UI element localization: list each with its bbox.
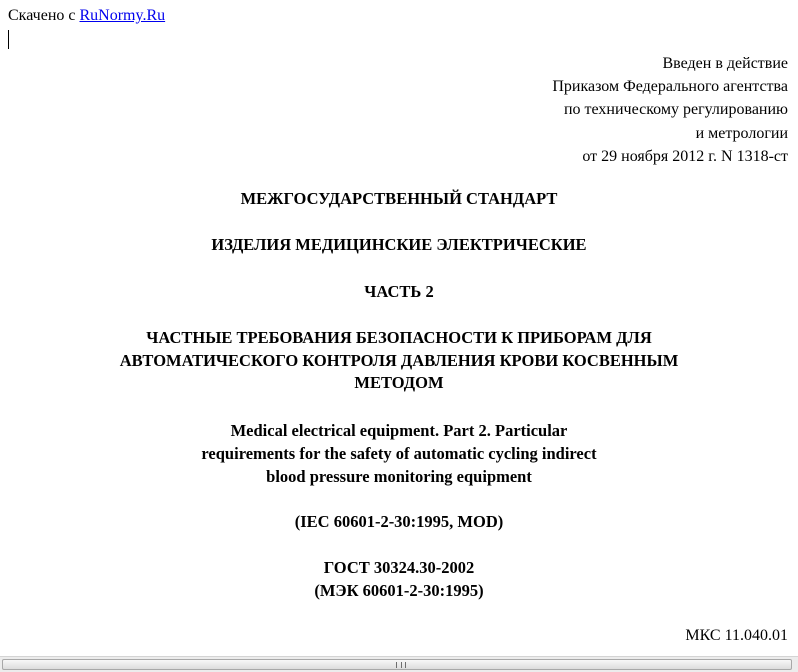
standard-title <box>0 327 798 395</box>
title-line: ЧАСТНЫЕ ТРЕБОВАНИЯ БЕЗОПАСНОСТИ К ПРИБОРАМ ДЛЯ <box>146 328 652 347</box>
iec-reference-text: (IEC 60601-2-30:1995, MOD) <box>294 512 504 531</box>
part-heading <box>0 281 798 304</box>
source-prefix: Скачено с <box>8 7 80 24</box>
part-text: ЧАСТЬ 2 <box>364 282 434 301</box>
english-title-line: Medical electrical equipment. Part 2. Particular <box>230 421 568 440</box>
intro-line: по техническому регулированию <box>563 101 788 119</box>
scrollbar-thumb[interactable] <box>2 659 792 670</box>
intro-block <box>552 52 788 168</box>
title-line: АВТОМАТИЧЕСКОГО КОНТРОЛЯ ДАВЛЕНИЯ КРОВИ КОСВЕННЫМ <box>119 350 679 370</box>
mek-number: (МЭК 60601-2-30:1995) <box>314 580 484 600</box>
standard-subject-heading <box>0 234 798 257</box>
intro-line: и метрологии <box>695 124 788 142</box>
intro-line: Введен в действие <box>662 55 788 72</box>
english-title-line: blood pressure monitoring equipment <box>266 467 532 486</box>
gost-designation <box>0 557 798 602</box>
title-line: МЕТОДОМ <box>354 373 444 392</box>
english-title-line: requirements for the safety of automatic cycling indirect <box>201 444 597 463</box>
intro-line: от 29 ноября 2012 г. N 1318-ст <box>582 147 788 165</box>
english-title <box>0 419 798 488</box>
standard-type-text: МЕЖГОСУДАРСТВЕННЫЙ СТАНДАРТ <box>240 189 558 208</box>
source-line <box>8 6 165 26</box>
text-caret <box>8 30 9 49</box>
standard-subject-text: ИЗДЕЛИЯ МЕДИЦИНСКИЕ ЭЛЕКТРИЧЕСКИЕ <box>211 235 587 254</box>
intro-line: Приказом Федерального агентства <box>552 78 788 96</box>
grip-icon <box>396 662 406 668</box>
gost-number: ГОСТ 30324.30-2002 <box>323 558 475 577</box>
standard-type-heading <box>0 188 798 211</box>
source-link[interactable]: RuNormy.Ru <box>79 7 166 24</box>
mks-code: МКС 11.040.01 <box>685 627 788 644</box>
horizontal-scrollbar[interactable] <box>0 656 798 672</box>
iec-reference <box>0 511 798 534</box>
